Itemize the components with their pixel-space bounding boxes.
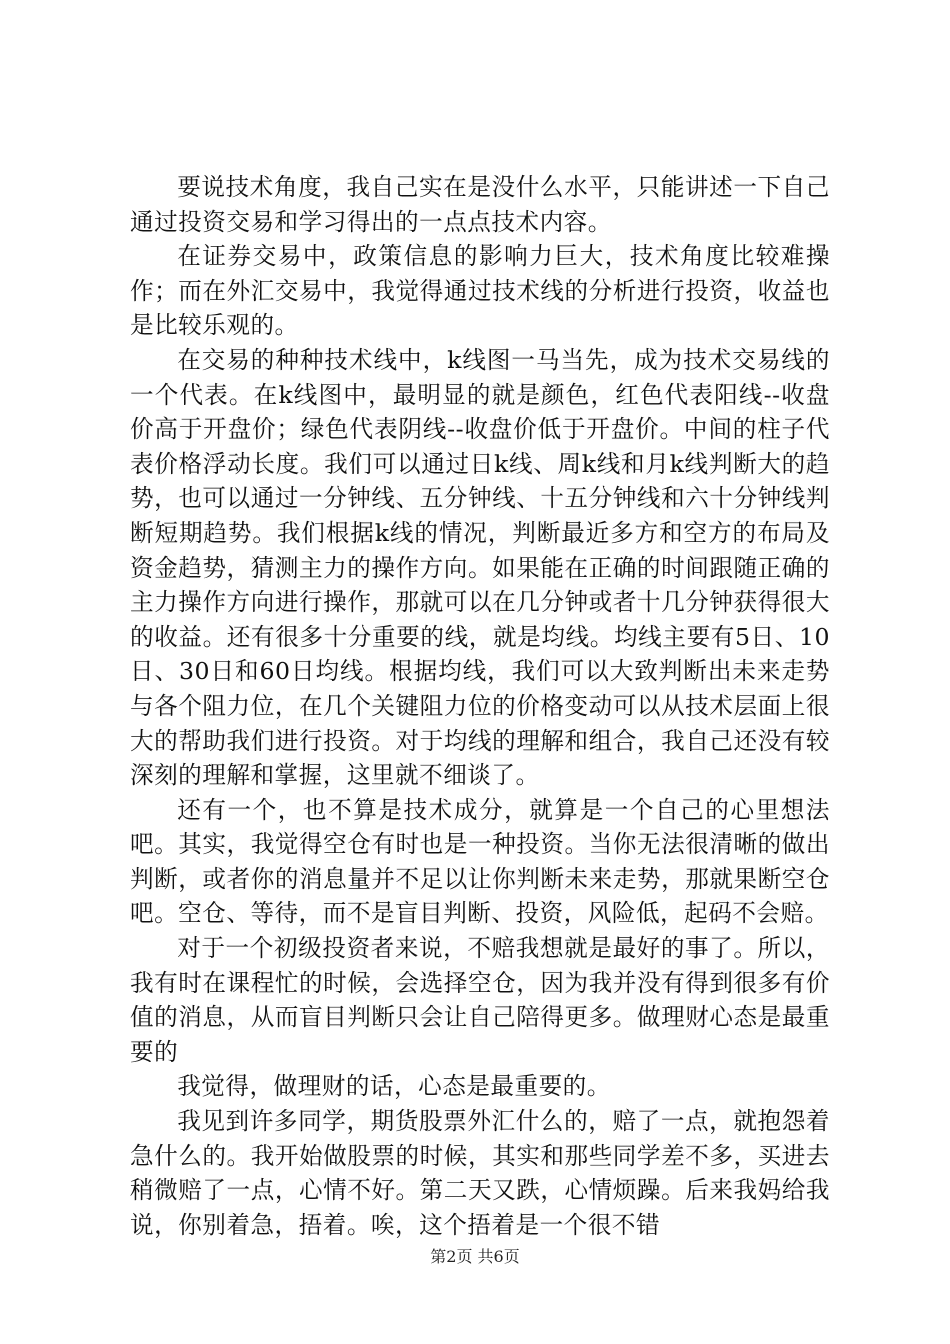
paragraph-7: 我见到许多同学，期货股票外汇什么的，赔了一点，就抱怨着急什么的。我开始做股票的时候，其实和那些同学差不多，买进去稍微赔了一点，心情不好。第二天又跌，心情烦躁。后来我妈给我说，你别着急，捂着。唉，这个捂着是一个很不错 (130, 1107, 830, 1239)
paragraph-5: 对于一个初级投资者来说，不赔我想就是最好的事了。所以，我有时在课程忙的时候，会选择空仓，因为我并没有得到很多有价值的消息，从而盲目判断只会让自己陪得更多。做理财心态是最重要的 (130, 934, 830, 1066)
paragraph-4: 还有一个，也不算是技术成分，就算是一个自己的心里想法吧。其实，我觉得空仓有时也是一种投资。当你无法很清晰的做出判断，或者你的消息量并不足以让你判断未来走势，那就果断空仓吧。空仓、等待，而不是盲目判断、投资，风险低，起码不会赔。 (130, 795, 830, 928)
page-number: 第2页 共6页 (430, 1247, 520, 1266)
paragraph-2: 在证券交易中，政策信息的影响力巨大，技术角度比较难操作；而在外汇交易中，我觉得通过技术线的分析进行投资，收益也是比较乐观的。 (130, 242, 830, 340)
document-page (130, 170, 830, 1242)
paragraph-1: 要说技术角度，我自己实在是没什么水平，只能讲述一下自己通过投资交易和学习得出的一点点技术内容。 (130, 173, 830, 236)
page-footer (0, 1244, 950, 1267)
paragraph-3: 在交易的种种技术线中，k线图一马当先，成为技术交易线的一个代表。在k线图中，最明显的就是颜色，红色代表阳线--收盘价高于开盘价；绿色代表阴线--收盘价低于开盘价。中间的柱子代表价格浮动长度。我们可以通过日k线、周k线和月k线判断大的趋势，也可以通过一分钟线、五分钟线、十五分钟线和六十分钟线判断短期趋势。我们根据k线的情况，判断最近多方和空方的布局及资金趋势，猜测主力的操作方向。如果能在正确的时间跟随正确的主力操作方向进行操作，那就可以在几分钟或者十几分钟获得很大的收益。还有很多十分重要的线，就是均线。均线主要有5日、10日、30日和60日均线。根据均线，我们可以大致判断出未来走势与各个阻力位，在几个关键阻力位的价格变动可以从技术层面上很大的帮助我们进行投资。对于均线的理解和组合，我自己还没有较深刻的理解和掌握，这里就不细谈了。 (130, 345, 830, 790)
paragraph-6: 我觉得，做理财的话，心态是最重要的。 (177, 1072, 611, 1101)
